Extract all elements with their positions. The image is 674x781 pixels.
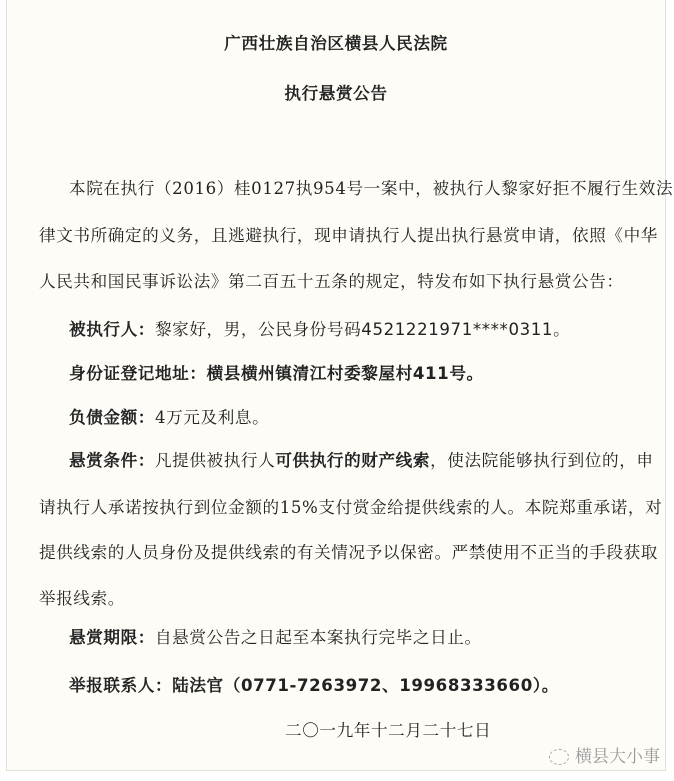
address-value: 横县横州镇清江村委黎屋村411号。: [206, 364, 484, 383]
debt-value: 4万元及利息。: [154, 408, 270, 427]
conditions-line: 提供线索的人员身份及提供线索的有关情况予以保密。严禁使用不正当的手段获取: [39, 543, 658, 562]
wechat-icon: [549, 749, 569, 765]
person-label: 被执行人：: [69, 320, 155, 339]
contact-value: 陆法官（0771-7263972、19968333660）。: [172, 676, 559, 695]
contact-label: 举报联系人：: [69, 676, 173, 695]
intro-line: 本院在执行（2016）桂0127执954号一案中，被执行人黎家好拒不履行生效法: [69, 179, 674, 198]
conditions-text: 凡提供被执行人: [154, 451, 276, 470]
watermark-text: 横县大小事: [575, 747, 660, 767]
contact-line: [69, 675, 635, 697]
period-label: 悬赏期限：: [69, 628, 155, 647]
notice-document: [6, 0, 674, 771]
conditions-label: 悬赏条件：: [69, 451, 155, 470]
debt-label: 负债金额：: [69, 408, 155, 427]
address-line: [69, 363, 635, 385]
debt-line: [69, 407, 635, 429]
conditions-line: 请执行人承诺按执行到位金额的15%支付赏金给提供线索的人。本院郑重承诺，对: [39, 498, 663, 517]
conditions-line: 举报线索。: [39, 589, 125, 608]
address-label: 身份证登记地址：: [69, 364, 207, 383]
period-value: 自悬赏公告之日起至本案执行完毕之日止。: [154, 628, 482, 647]
notice-date: 二〇一九年十二月二十七日: [285, 721, 492, 740]
notice-title: 执行悬赏公告: [284, 84, 388, 103]
conditions-line: [69, 450, 654, 472]
person-value: 黎家好，男，公民身份号码4521221971****0311。: [154, 320, 571, 339]
person-line: [69, 319, 635, 341]
intro-line: 人民共和国民事诉讼法》第二百五十五条的规定，特发布如下执行悬赏公告：: [39, 272, 624, 291]
court-name: 广西壮族自治区横县人民法院: [224, 34, 448, 53]
conditions-highlight: 可供执行的财产线索: [275, 451, 431, 470]
intro-line: 律文书所确定的义务，且逃避执行，现申请执行人提出执行悬赏申请，依照《中华: [39, 226, 658, 245]
period-line: [69, 627, 635, 649]
conditions-text: ，使法院能够执行到位的，申: [430, 451, 654, 470]
watermark: [549, 742, 660, 767]
